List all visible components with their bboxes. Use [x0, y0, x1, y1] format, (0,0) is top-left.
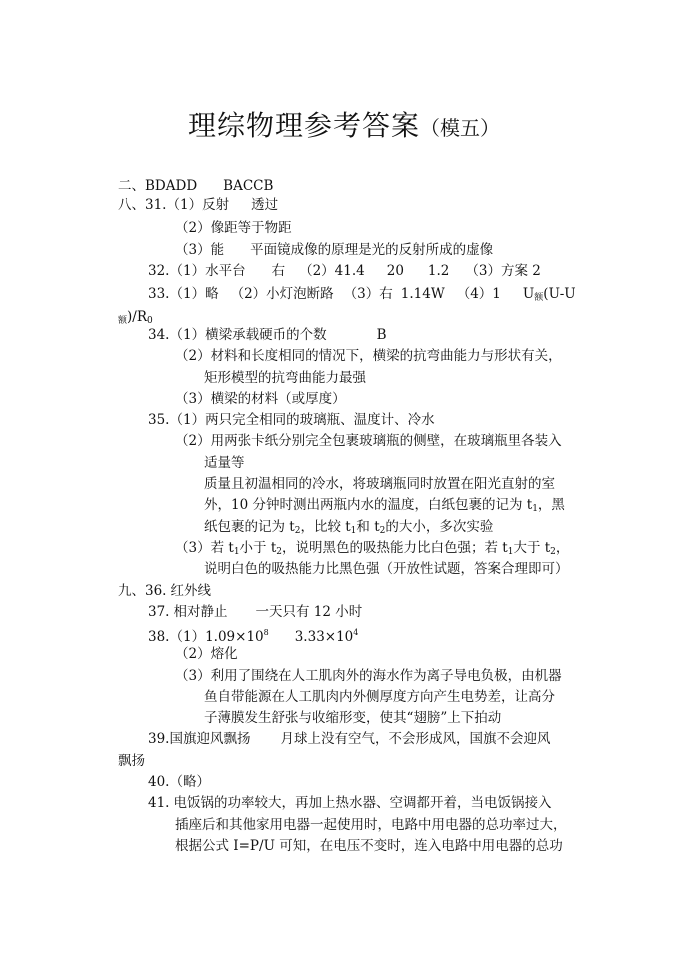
- q37-a1: 相对静止: [173, 604, 228, 620]
- q31-a1b: 透过: [251, 197, 279, 213]
- q37-num: 37.: [148, 604, 170, 620]
- q35-line-8: 说明白色的吸热能力比黑色强（开放性试题，答案合理即可）: [204, 561, 569, 577]
- q40-text: （略）: [169, 774, 210, 790]
- q37-a2: 一天只有 12 小时: [255, 604, 363, 620]
- q39-line-2: 飘扬: [118, 753, 145, 769]
- q33-a6: U: [522, 286, 535, 302]
- q35-l5-sub: 1: [532, 504, 538, 514]
- q36-text: 红外线: [170, 583, 211, 599]
- q35-num: 35.: [148, 412, 170, 428]
- q36-line: [118, 582, 211, 600]
- q33-a5: （4）1: [456, 286, 501, 302]
- q35-l6-a: 纸包裹的记为 t: [204, 519, 295, 535]
- section-2-answers: [118, 177, 273, 195]
- q32-line: [148, 262, 541, 280]
- q35-a1: （1）两只完全相同的玻璃瓶、温度计、冷水: [169, 412, 435, 428]
- q38-a1b-exp: 4: [353, 628, 359, 637]
- q35-l6-c-sub: 2: [379, 526, 386, 536]
- q35-line-6: [204, 518, 493, 540]
- q31-line-2: （2）像距等于物距: [175, 220, 292, 236]
- section-2-label: 二、: [118, 178, 145, 194]
- q35-l6-a-sub: 2: [294, 526, 301, 536]
- q38-line-4: 鱼自带能源在人工肌肉内外侧厚度方向产生电势差，让高分: [204, 689, 555, 705]
- q34-a1: （1）横梁承载硬币的个数: [169, 327, 327, 343]
- q33-a1: （1）略: [169, 286, 219, 302]
- q35-l7-d-sub: 2: [550, 547, 556, 557]
- q33-l2-sub: 额: [118, 316, 128, 326]
- q35-l6-d: 的大小，多次实验: [385, 519, 494, 535]
- q38-a1: （1）1.09×10: [169, 629, 264, 645]
- q35-l6-c: 和 t: [356, 519, 380, 535]
- q32-a1: （1）水平台: [169, 263, 246, 279]
- q38-line-3: （3）利用了围绕在人工肌肉外的海水作为离子导电负极，由机器: [175, 668, 562, 684]
- q40-line: [148, 773, 210, 791]
- q39-a1: 国旗迎风飘扬: [169, 731, 251, 747]
- q35-l5-end: ，黑: [537, 497, 565, 513]
- q35-line-7: [175, 539, 569, 561]
- q32-a6: （3）方案 2: [465, 263, 541, 279]
- title-main: 理综物理参考答案: [187, 109, 420, 142]
- q35-l5-text: 外，10 分钟时测出两瓶内水的温度，白纸包裹的记为 t: [204, 497, 533, 513]
- title-sub: （模五）: [420, 116, 500, 140]
- q35-line-4: 质量且初温相同的冷水，将玻璃瓶同时放置在阳光直射的室: [204, 476, 555, 492]
- section-2-answers-a: BDADD: [145, 178, 198, 194]
- q35-l6-b-sub: 1: [350, 526, 357, 536]
- q34-num: 34.: [148, 327, 170, 343]
- q34-a1b: B: [376, 327, 387, 343]
- q41-line-2: 插座后和其他家用电器一起使用时，电路中用电器的总功率过大，: [175, 817, 567, 833]
- q39-a2: 月球上没有空气，不会形成风，国旗不会迎风: [280, 731, 551, 747]
- q40-num: 40.: [148, 774, 170, 790]
- q35-l7-c: ，说明黑色的吸热能力比白色强；若 t: [282, 540, 508, 556]
- q35-line-5: [204, 496, 565, 518]
- q32-a4: 20: [386, 263, 404, 279]
- q35-l7-a-sub: 1: [233, 547, 240, 557]
- q31-a1: （1）反射: [166, 197, 230, 213]
- q38-line-1: [148, 624, 358, 646]
- q31-a3: （3）能: [175, 242, 225, 258]
- q35-l6-b: ，比较 t: [300, 519, 351, 535]
- q33-a6-sub: 额: [534, 293, 544, 303]
- q35-line-2: （2）用两张卡纸分别完全包裹玻璃瓶的侧壁，在玻璃瓶里各装入: [175, 433, 562, 449]
- q33-a3: （3）右: [343, 286, 393, 302]
- q36-label: 九、36.: [118, 583, 167, 599]
- q31-line-1: [118, 196, 278, 214]
- q35-l7-a: （3）若 t: [175, 540, 234, 556]
- q32-a5: 1.2: [427, 263, 450, 279]
- q39-line-1: [148, 730, 550, 748]
- q32-a3: （2）41.4: [299, 263, 365, 279]
- q32-num: 32.: [148, 263, 170, 279]
- q33-l2-text: )/R: [127, 309, 147, 325]
- q31-label: 八、31.: [118, 197, 167, 213]
- q34-line-2: （2）材料和长度相同的情况下，横梁的抗弯曲能力与形状有关，: [175, 348, 562, 364]
- q33-num: 33.: [148, 286, 170, 302]
- page-title: [0, 104, 688, 144]
- q41-l1: 电饭锅的功率较大，再加上热水器、空调都开着，当电饭锅接入: [173, 795, 552, 811]
- q32-a2: 右: [271, 263, 286, 279]
- q41-line-1: [148, 794, 551, 812]
- q39-num: 39.: [148, 731, 170, 747]
- q35-l7-d: 大于 t: [513, 540, 551, 556]
- q34-line-4: （3）横梁的材料（或厚度）: [175, 391, 346, 407]
- q35-l7-b-sub: 2: [276, 547, 282, 557]
- q38-num: 38.: [148, 629, 170, 645]
- q38-a1-exp: 8: [263, 628, 269, 637]
- q33-a4: 1.14W: [400, 286, 445, 302]
- q35-line-3: 适量等: [204, 455, 245, 471]
- section-2-answers-b: BACCB: [223, 178, 274, 194]
- q33-line-1: [148, 285, 576, 307]
- q35-line-1: [148, 411, 435, 429]
- q35-l7-b: 小于 t: [239, 540, 277, 556]
- q41-num: 41.: [148, 795, 170, 811]
- q33-a7: (U-U: [543, 286, 576, 302]
- q34-line-3: 矩形模型的抗弯曲能力最强: [204, 370, 366, 386]
- q33-l2-r-sub: 0: [147, 316, 153, 326]
- q31-line-3: [175, 241, 493, 259]
- q35-l7-c-sub: 1: [507, 547, 514, 557]
- q31-a3b: 平面镜成像的原理是光的反射所成的虚像: [250, 242, 494, 258]
- q38-a1b: 3.33×10: [294, 629, 354, 645]
- q38-line-5: 子薄膜发生舒张与收缩形变，使其“翅膀”上下拍动: [204, 710, 502, 726]
- q38-line-2: （2）熔化: [175, 646, 238, 662]
- q34-line-1: [148, 326, 387, 344]
- q35-l7-e: ，: [555, 540, 570, 556]
- q37-line: [148, 603, 362, 621]
- q33-a2: （2）小灯泡断路: [230, 286, 334, 302]
- q41-line-3: 根据公式 I=P/U 可知，在电压不变时，连入电路中用电器的总功: [175, 838, 563, 854]
